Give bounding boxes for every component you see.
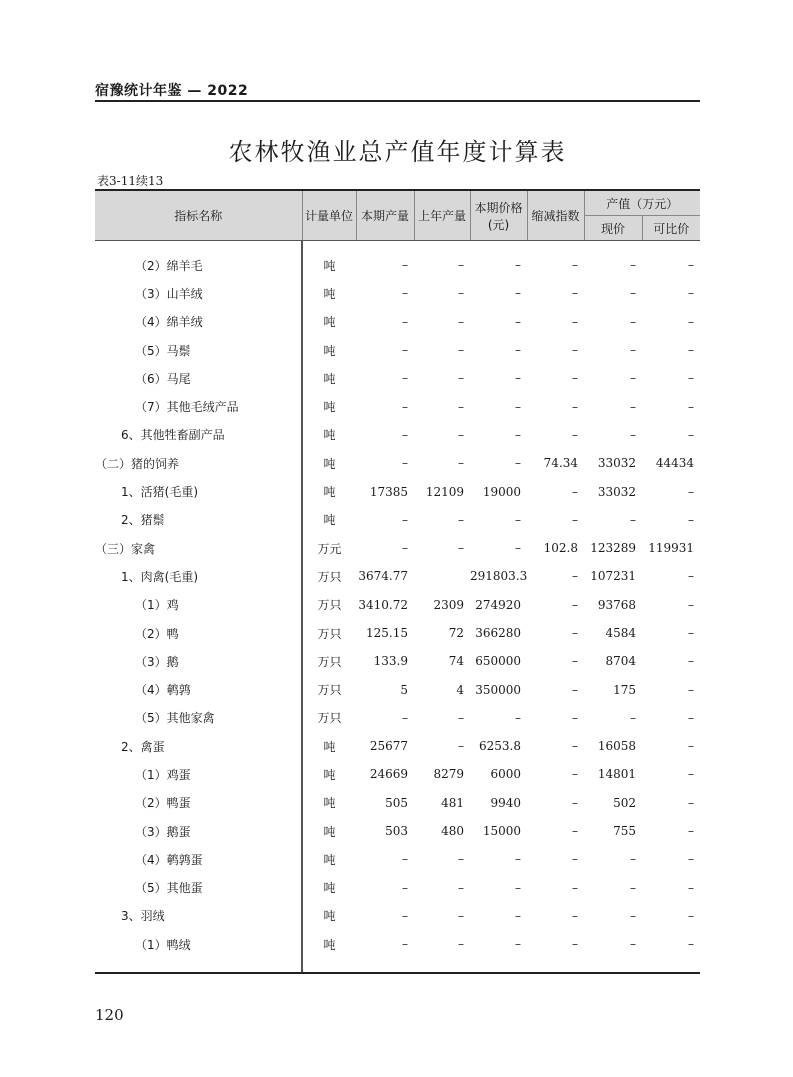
table-number: 表3-11续13 [97,174,164,188]
current-price-cell: – [470,930,527,973]
current-price-cell: – [515,427,521,442]
indicator-name-cell: （5）其他蛋 [135,881,203,896]
comparable-value-cell: – [688,824,695,839]
table-row [95,930,700,973]
last-year-output-cell: 74 [448,654,464,669]
last-year-output-cell: – [458,371,464,386]
table-row [95,874,700,902]
unit-cell: 万只 [302,619,356,647]
current-price-cell: – [515,286,521,301]
indicator-name-cell: （4）鹌鹑 [135,683,191,698]
current-price-cell: – [515,258,521,273]
current-output-cell: – [402,880,408,895]
current-price-cell: 366280 [475,626,521,640]
current-price-cell: 9940 [490,795,521,810]
indicator-name-cell: （1）鸡蛋 [135,767,191,782]
current-output-cell: 3410.72 [358,597,408,612]
table-row [95,817,700,845]
deflator-cell: – [572,314,578,329]
unit-cell: 吨 [302,449,356,477]
page-number: 120 [95,1006,124,1024]
table-row [95,845,700,873]
current-output-cell: – [402,314,408,329]
last-year-output-cell: 480 [441,824,464,839]
last-year-output-cell: 4 [456,682,464,697]
col-header-output-value: 产值（万元） [584,190,700,216]
col-header-comparable-prices: 可比价 [642,216,700,241]
table-row [95,279,700,307]
comparable-value-cell: – [688,484,695,499]
col-header-unit: 计量单位 [302,190,356,241]
unit-cell: 吨 [302,845,356,873]
indicator-name-cell: （3）鹅 [135,654,179,669]
deflator-cell: – [572,852,578,867]
table-row [95,392,700,420]
current-output-cell: 503 [385,824,408,839]
deflator-cell: – [572,880,578,895]
comparable-value-cell: – [688,767,695,782]
comparable-value-cell: – [688,682,695,697]
last-year-output-cell: 2309 [433,597,464,612]
deflator-cell: – [572,286,578,301]
last-year-output-cell: – [458,399,464,414]
table-row [95,562,700,590]
current-value-cell: – [630,258,636,273]
page-title: 农林牧渔业总产值年度计算表 [228,138,567,166]
current-value-cell: – [630,286,636,301]
table-row [95,760,700,788]
deflator-cell: – [572,908,578,923]
col-header-current-output: 本期产量 [356,190,414,241]
last-year-output-cell [414,562,470,590]
current-output-cell: – [356,930,414,973]
col-header-current-price-label: 本期价格 [474,200,523,215]
indicator-name-cell: （2）绵羊毛 [135,258,203,273]
indicator-name-cell: （2）鸭 [135,626,179,641]
indicator-name-cell: （1）鸭绒 [95,930,302,973]
current-price-cell: – [515,908,521,923]
last-year-output-cell: – [458,258,464,273]
comparable-value-cell: – [688,399,695,414]
current-price-cell: – [515,880,521,895]
current-output-cell: – [402,908,408,923]
last-year-output-cell: – [458,427,464,442]
unit-cell: 吨 [302,902,356,930]
table-row [95,591,700,619]
current-output-cell: 25677 [369,739,408,754]
comparable-value-cell: – [688,512,695,527]
current-output-cell: – [402,371,408,386]
comparable-value-cell: – [688,654,695,669]
current-price-cell: 15000 [482,824,521,839]
current-output-cell: – [402,852,408,867]
comparable-value-cell: – [688,314,695,329]
table-row [95,308,700,336]
deflator-cell: – [572,682,578,697]
current-price-cell: – [515,371,521,386]
indicator-name-cell: （三）家禽 [95,541,156,556]
current-output-cell: 17385 [369,484,408,499]
deflator-cell: – [572,824,578,839]
col-header-current-prices: 现价 [584,216,642,241]
col-header-name: 指标名称 [95,190,302,241]
last-year-output-cell: – [458,456,464,471]
comparable-value-cell: – [688,286,695,301]
last-year-output-cell: – [458,880,464,895]
table-row [95,647,700,675]
current-price-cell: 274920 [475,597,521,612]
indicator-name-cell: （二）猪的饲养 [95,456,180,471]
current-output-cell: 24669 [369,767,408,782]
comparable-value-cell: – [688,880,695,895]
indicator-name-cell: 2、猪鬃 [121,513,165,528]
current-price-cell: – [515,541,521,556]
current-price-cell: 650000 [475,654,521,669]
indicator-name-cell: （3）鹅蛋 [135,824,191,839]
current-value-cell: 755 [613,824,636,839]
deflator-cell: – [572,343,578,358]
table-row [95,364,700,392]
table-header [95,190,700,241]
current-value-cell: – [630,314,636,329]
comparable-value-cell: – [688,710,695,725]
deflator-cell: – [572,739,578,754]
last-year-output-cell: – [414,930,470,973]
table-row [95,449,700,477]
deflator-cell: – [572,512,578,527]
current-value-cell: 16058 [597,739,636,754]
current-price-cell: – [515,710,521,725]
current-value-cell: 175 [613,682,636,697]
comparable-value-cell: 44434 [655,456,695,471]
deflator-cell: 74.34 [543,456,578,471]
comparable-value-cell: – [688,343,695,358]
indicator-name-cell: （6）马尾 [135,371,191,386]
header-rule [95,100,700,102]
last-year-output-cell: – [458,314,464,329]
last-year-output-cell: 72 [448,626,464,640]
indicator-name-cell: 2、禽蛋 [121,739,165,754]
unit-cell: 吨 [302,506,356,534]
last-year-output-cell: – [458,852,464,867]
last-year-output-cell: 481 [441,795,464,810]
current-output-cell: – [402,710,408,725]
last-year-output-cell: – [458,710,464,725]
unit-cell: 万只 [302,675,356,703]
unit-cell: 吨 [302,392,356,420]
unit-cell: 吨 [302,732,356,760]
current-output-cell: – [402,427,408,442]
deflator-cell: – [572,710,578,725]
last-year-output-cell: – [458,541,464,556]
current-output-cell: 505 [385,795,408,810]
comparable-value-cell: – [688,371,695,386]
table-row [95,704,700,732]
current-price-cell: 19000 [482,484,521,499]
indicator-name-cell: （4）绵羊绒 [135,315,203,330]
deflator-cell: – [572,371,578,386]
indicator-name-cell: （3）山羊绒 [135,286,203,301]
deflator-cell: – [572,626,578,640]
current-output-cell: – [402,343,408,358]
unit-cell: 吨 [302,930,356,973]
deflator-cell: – [572,569,578,584]
col-header-current-price-unit: (元) [487,217,510,232]
comparable-value-cell: – [688,739,695,754]
deflator-cell: – [527,930,584,973]
current-value-cell: 107231 [590,569,636,584]
unit-cell: 吨 [302,760,356,788]
current-value-cell: 33032 [597,484,636,499]
unit-cell: 万只 [302,591,356,619]
unit-cell: 吨 [302,874,356,902]
table-row [95,421,700,449]
deflator-cell: – [572,258,578,273]
running-head: 宿豫统计年鉴 — 2022 [95,83,249,99]
deflator-cell: – [572,767,578,782]
current-value-cell: – [630,710,636,725]
current-output-cell: – [402,541,408,556]
last-year-output-cell: – [458,286,464,301]
deflator-cell: – [572,484,578,499]
unit-cell: 吨 [302,817,356,845]
unit-cell: 吨 [302,241,356,280]
current-value-cell: – [630,880,636,895]
deflator-cell: – [572,399,578,414]
indicator-name-cell: 1、活猪(毛重) [121,485,198,500]
last-year-output-cell: 8279 [433,767,464,782]
current-output-cell: 3674.77 [358,569,408,584]
current-value-cell: 8704 [605,654,636,669]
current-output-cell: – [402,258,408,273]
unit-cell: 万只 [302,562,356,590]
comparable-value-cell: – [642,930,700,973]
comparable-value-cell: – [688,852,695,867]
comparable-value-cell: – [688,597,695,612]
current-price-cell: – [515,456,521,471]
table-row [95,902,700,930]
table-row [95,619,700,647]
unit-cell: 吨 [302,477,356,505]
current-output-cell: 133.9 [373,654,408,669]
current-value-cell: – [630,371,636,386]
current-value-cell: – [630,852,636,867]
current-output-cell: – [402,456,408,471]
comparable-value-cell: – [688,795,695,810]
table-row [95,675,700,703]
data-table [95,189,700,974]
current-value-cell: – [630,399,636,414]
indicator-name-cell: （5）马鬃 [135,343,191,358]
col-header-current-price [470,190,527,241]
deflator-cell: – [572,654,578,669]
last-year-output-cell: – [458,908,464,923]
current-output-cell: – [402,286,408,301]
comparable-value-cell: 119931 [648,541,695,556]
current-value-cell: 33032 [597,456,636,471]
unit-cell: 吨 [302,421,356,449]
indicator-name-cell: （1）鸡 [135,598,179,613]
current-price-cell: – [515,343,521,358]
current-price-cell: 6253.8 [479,739,521,754]
unit-cell: 吨 [302,308,356,336]
unit-cell: 吨 [302,336,356,364]
current-value-cell: 4584 [605,626,636,640]
deflator-cell: 102.8 [543,541,578,556]
comparable-value-cell: – [688,427,695,442]
current-output-cell: – [402,399,408,414]
indicator-name-cell: 3、羽绒 [121,909,165,924]
current-value-cell: – [630,343,636,358]
comparable-value-cell: – [688,258,695,273]
last-year-output-cell: – [458,343,464,358]
indicator-name-cell: （7）其他毛绒产品 [135,400,239,415]
unit-cell: 吨 [302,364,356,392]
deflator-cell: – [572,597,578,612]
table-row [95,789,700,817]
unit-cell: 万元 [302,534,356,562]
current-value-cell: 123289 [590,541,636,556]
last-year-output-cell: 12109 [425,484,464,499]
current-value-cell: – [630,512,636,527]
table-row [95,534,700,562]
current-value-cell: – [630,908,636,923]
indicator-name-cell: 1、肉禽(毛重) [121,569,198,584]
current-price-cell: – [515,314,521,329]
comparable-value-cell: – [688,626,695,640]
current-value-cell: 502 [613,795,636,810]
current-output-cell: – [402,512,408,527]
current-price-cell: – [515,399,521,414]
table-body [95,241,700,974]
comparable-value-cell: – [688,569,695,584]
data-table-container [95,189,700,974]
unit-cell: 吨 [302,279,356,307]
table-row [95,336,700,364]
unit-cell: 吨 [302,789,356,817]
indicator-name-cell: 6、其他牲畜副产品 [121,428,225,443]
table-row [95,732,700,760]
current-price-cell: – [515,852,521,867]
col-header-last-year-output: 上年产量 [414,190,470,241]
indicator-name-cell: （4）鹌鹑蛋 [135,852,203,867]
deflator-cell: – [572,795,578,810]
last-year-output-cell: – [458,512,464,527]
deflator-cell: – [572,427,578,442]
indicator-name-cell: （5）其他家禽 [135,711,215,726]
current-value-cell: – [584,930,642,973]
table-row [95,241,700,280]
indicator-name-cell: （2）鸭蛋 [135,796,191,811]
unit-cell: 万只 [302,704,356,732]
current-value-cell: – [630,427,636,442]
current-price-cell: 6000 [490,767,521,782]
comparable-value-cell: – [688,908,695,923]
current-output-cell: 125.15 [366,626,408,640]
current-output-cell: 5 [400,682,408,697]
col-header-deflator: 缩减指数 [527,190,584,241]
current-price-cell: – [515,512,521,527]
current-price-cell: 291803.3 [470,569,528,584]
table-row [95,506,700,534]
unit-cell: 万只 [302,647,356,675]
table-row [95,477,700,505]
current-value-cell: 93768 [597,597,636,612]
current-value-cell: 14801 [597,767,636,782]
current-price-cell: 350000 [475,682,521,697]
last-year-output-cell: – [458,739,464,754]
